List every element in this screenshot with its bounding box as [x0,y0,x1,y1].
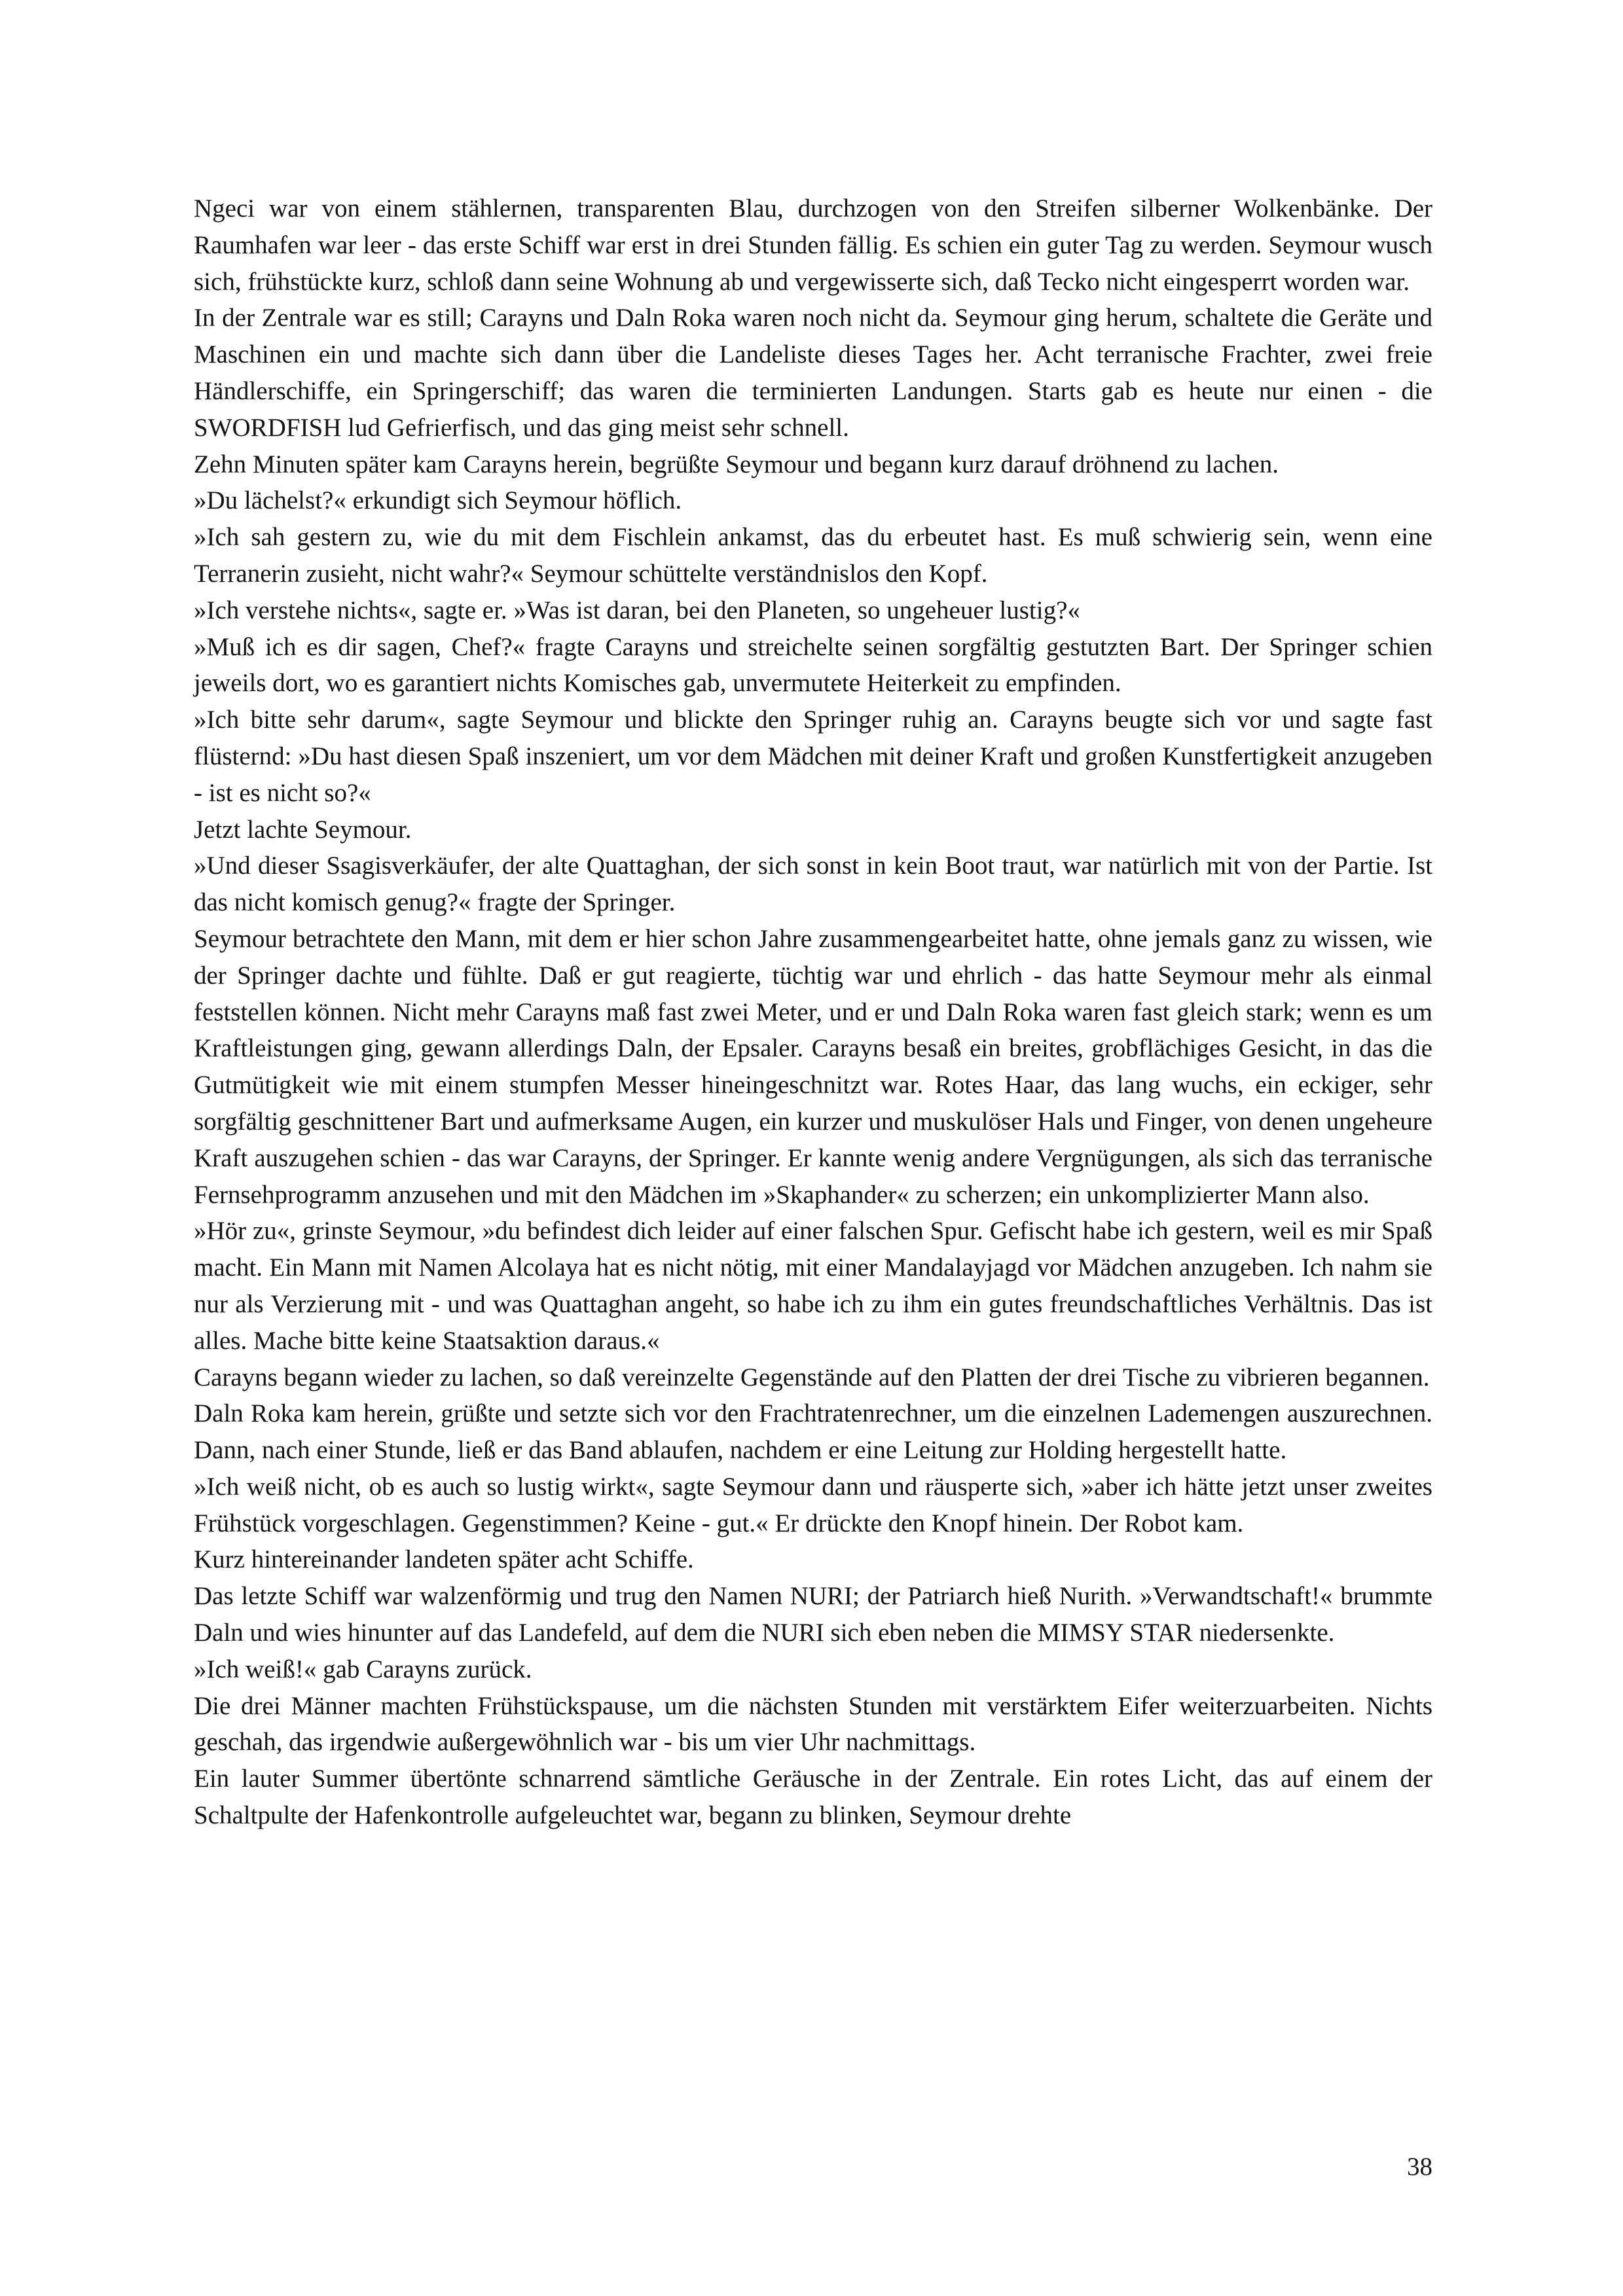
paragraph: »Ich verstehe nichts«, sagte er. »Was ist daran, bei den Planeten, so ungeheuer lustig?« [194,596,1080,624]
paragraph: »Muß ich es dir sagen, Chef?« fragte Carayns und streichelte seinen sorgfältig gestutzten Bart. Der Springer schien jeweils dort, wo es garantiert nichts Komisches gab, unvermutete Heiterkeit zu empfinden. [194,632,1432,698]
paragraph: Ein lauter Summer übertönte schnarrend sämtliche Geräusche in der Zentrale. Ein rotes Licht, das auf einem der Schaltpulte der Hafenkontrolle aufgeleuchtet war, begann zu blinken, Seymour drehte [194,1765,1432,1830]
page-number: 38 [1407,2153,1432,2181]
paragraph: »Ich bitte sehr darum«, sagte Seymour und blickte den Springer ruhig an. Carayns beugte sich vor und sagte fast flüsternd: »Du hast diesen Spaß inszeniert, um vor dem Mädchen mit deiner Kraft und großen Kunstfertigkeit anzugeben - ist es nicht so?« [194,706,1432,807]
paragraph: Daln Roka kam herein, grüßte und setzte sich vor den Frachtratenrechner, um die einzelnen Lademengen auszurechnen. Dann, nach einer Stunde, ließ er das Band ablaufen, nachdem er eine Leitung zur Holding hergestellt hatte. [194,1399,1432,1465]
paragraph: Das letzte Schiff war walzenförmig und trug den Namen NURI; der Patriarch hieß Nurith. »Verwandtschaft!« brummte Daln und wies hinunter auf das Landefeld, auf dem die NURI sich eben neben die MIMSY STAR niedersenkte. [194,1582,1432,1647]
paragraph: Seymour betrachtete den Mann, mit dem er hier schon Jahre zusammengearbeitet hatte, ohne jemals ganz zu wissen, wie der Springer dachte und fühlte. Daß er gut reagierte, tüchtig war und ehrlich - das hatte Seymour mehr als einmal feststellen können. Nicht mehr Carayns maß fast zwei Meter, und er und Daln Roka waren fast gleich stark; wenn es um Kraftleistungen ging, gewann allerdings Daln, der Epsaler. Carayns besaß ein breites, grobflächiges Gesicht, in das die Gutmütigkeit wie mit einem stumpfen Messer hineingeschnitzt war. Rotes Haar, das lang wuchs, ein eckiger, sehr sorgfältig geschnittener Bart und aufmerksame Augen, ein kurzer und muskulöser Hals und Finger, von denen ungeheure Kraft auszugehen schien - das war Carayns, der Springer. Er kannte wenig andere Vergnügungen, als sich das terranische Fernsehprogramm anzusehen und mit den Mädchen im »Skaphander« zu scherzen; ein unkomplizierter Mann also. [194,924,1432,1209]
paragraph: Jetzt lachte Seymour. [194,815,412,844]
paragraph: »Ich weiß nicht, ob es auch so lustig wirkt«, sagte Seymour dann und räusperte sich, »aber ich hätte jetzt unser zweites Frühstück vorgeschlagen. Gegenstimmen? Keine - gut.« Er drückte den Knopf hinein. Der Robot kam. [194,1472,1432,1537]
body-text [194,190,1432,1834]
paragraph: »Ich weiß!« gab Carayns zurück. [194,1655,532,1683]
paragraph: Ngeci war von einem stählernen, transparenten Blau, durchzogen von den Streifen silberner Wolkenbänke. Der Raumhafen war leer - das erste Schiff war erst in drei Stunden fällig. Es schien ein guter Tag zu werden. Seymour wusch sich, frühstückte kurz, schloß dann seine Wohnung ab und vergewisserte sich, daß Tecko nicht eingesperrt worden war. [194,194,1432,296]
paragraph: Kurz hintereinander landeten später acht Schiffe. [194,1545,694,1574]
paragraph: In der Zentrale war es still; Carayns und Daln Roka waren noch nicht da. Seymour ging herum, schaltete die Geräte und Maschinen ein und machte sich dann über die Landeliste dieses Tages her. Acht terranische Frachter, zwei freie Händlerschiffe, ein Springerschiff; das waren die terminierten Landungen. Starts gab es heute nur einen - die SWORDFISH lud Gefrierfisch, und das ging meist sehr schnell. [194,304,1432,442]
paragraph: »Ich sah gestern zu, wie du mit dem Fischlein ankamst, das du erbeutet hast. Es muß schwierig sein, wenn eine Terranerin zusieht, nicht wahr?« Seymour schüttelte verständnislos den Kopf. [194,523,1432,588]
paragraph: Carayns begann wieder zu lachen, so daß vereinzelte Gegenstände auf den Platten der drei Tische zu vibrieren begannen. [194,1363,1430,1391]
paragraph: »Du lächelst?« erkundigt sich Seymour höflich. [194,486,682,515]
paragraph: Zehn Minuten später kam Carayns herein, begrüßte Seymour und begann kurz darauf dröhnend zu lachen. [194,450,1279,478]
paragraph: Die drei Männer machten Frühstückspause, um die nächsten Stunden mit verstärktem Eifer weiterzuarbeiten. Nichts geschah, das irgendwie außergewöhnlich war - bis um vier Uhr nachmittags. [194,1691,1432,1757]
paragraph: »Hör zu«, grinste Seymour, »du befindest dich leider auf einer falschen Spur. Gefischt habe ich gestern, weil es mir Spaß macht. Ein Mann mit Namen Alcolaya hat es nicht nötig, mit einer Mandalayjagd vor Mädchen anzugeben. Ich nahm sie nur als Verzierung mit - und was Quattaghan angeht, so habe ich zu ihm ein gutes freundschaftliches Verhältnis. Das ist alles. Mache bitte keine Staatsaktion daraus.« [194,1217,1432,1355]
paragraph: »Und dieser Ssagisverkäufer, der alte Quattaghan, der sich sonst in kein Boot traut, war natürlich mit von der Partie. Ist das nicht komisch genug?« fragte der Springer. [194,852,1432,917]
